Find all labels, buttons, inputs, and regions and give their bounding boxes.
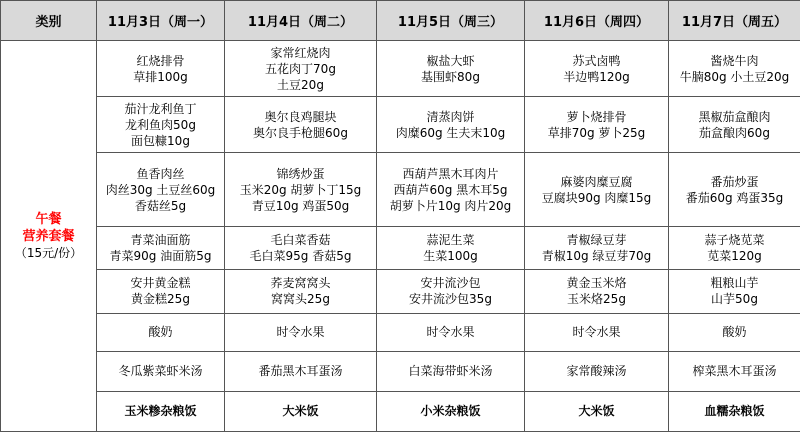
dish-ingredient: 毛白菜95g 香菇5g xyxy=(249,249,352,264)
dish-ingredient: 玉米烙25g xyxy=(567,292,626,307)
dish-cell xyxy=(225,269,377,313)
dish-ingredient: 苋菜120g xyxy=(707,249,762,264)
dish-name: 番茄炒蛋 xyxy=(710,174,759,189)
dish-name: 时令水果 xyxy=(276,325,325,340)
dish-cell xyxy=(525,391,669,431)
dish-cell xyxy=(225,391,377,431)
dish-name: 锦绣炒蛋 xyxy=(276,166,325,181)
dish-cell xyxy=(97,227,225,269)
header-day-thu: 11月6日（周四） xyxy=(525,1,669,41)
dish-ingredient: 龙利鱼肉50g xyxy=(125,117,196,132)
menu-row xyxy=(1,97,800,153)
dish-ingredient: 山芋50g xyxy=(711,292,758,307)
dish-name: 蒜泥生菜 xyxy=(426,233,475,248)
dish-name: 玉米糁杂粮饭 xyxy=(124,404,197,419)
dish-name: 家常酸辣汤 xyxy=(566,364,627,379)
dish-cell xyxy=(669,391,800,431)
category-title-line2: 营养套餐 xyxy=(22,229,75,244)
dish-cell xyxy=(225,153,377,227)
dish-cell xyxy=(669,153,800,227)
dish-cell xyxy=(377,97,525,153)
dish-name: 冬瓜紫菜虾米汤 xyxy=(118,364,203,379)
dish-ingredient: 土豆20g xyxy=(277,77,324,92)
dish-ingredient: 西葫芦60g 黑木耳5g xyxy=(393,182,508,197)
dish-name: 清蒸肉饼 xyxy=(426,109,475,124)
dish-ingredient: 青菜90g 油面筋5g xyxy=(109,249,212,264)
menu-row xyxy=(1,153,800,227)
dish-ingredient: 肉糜60g 生夫末10g xyxy=(395,125,506,140)
dish-cell xyxy=(225,41,377,97)
dish-cell xyxy=(669,41,800,97)
dish-ingredient: 五花肉丁70g xyxy=(265,61,336,76)
menu-row xyxy=(1,269,800,313)
dish-cell xyxy=(669,351,800,391)
dish-name: 粗粮山芋 xyxy=(710,276,759,291)
dish-cell xyxy=(225,97,377,153)
dish-cell xyxy=(225,227,377,269)
dish-name: 大米饭 xyxy=(282,404,319,419)
dish-name: 椒盐大虾 xyxy=(426,53,475,68)
dish-ingredient: 香菇丝5g xyxy=(134,198,187,213)
dish-name: 安井流沙包 xyxy=(420,276,481,291)
dish-name: 白菜海带虾米汤 xyxy=(408,364,493,379)
dish-cell xyxy=(377,313,525,351)
dish-name: 苏式卤鸭 xyxy=(572,53,621,68)
dish-name: 酸奶 xyxy=(148,325,173,340)
dish-ingredient: 肉丝30g 土豆丝60g xyxy=(105,182,216,197)
dish-name: 家常红烧肉 xyxy=(270,45,331,60)
dish-name: 酸奶 xyxy=(722,325,747,340)
dish-cell xyxy=(225,351,377,391)
dish-name: 酱烧牛肉 xyxy=(710,53,759,68)
dish-cell xyxy=(97,391,225,431)
dish-cell xyxy=(669,269,800,313)
menu-row xyxy=(1,313,800,351)
dish-ingredient: 面包糠10g xyxy=(131,133,190,148)
dish-cell xyxy=(377,227,525,269)
dish-ingredient: 胡萝卜片10g 肉片20g xyxy=(389,198,512,213)
dish-name: 榨菜黑木耳蛋汤 xyxy=(692,364,777,379)
header-category: 类别 xyxy=(1,1,97,41)
dish-cell xyxy=(525,227,669,269)
dish-name: 小米杂粮饭 xyxy=(420,404,481,419)
header-day-mon: 11月3日（周一） xyxy=(97,1,225,41)
category-price: （15元/份） xyxy=(14,246,83,260)
dish-name: 黑椒茄盒酿肉 xyxy=(698,109,771,124)
dish-ingredient: 半边鸭120g xyxy=(563,69,630,84)
header-row xyxy=(1,1,800,41)
dish-ingredient: 青椒10g 绿豆芽70g xyxy=(541,249,652,264)
dish-name: 安井黄金糕 xyxy=(130,276,191,291)
dish-name: 茄汁龙利鱼丁 xyxy=(124,101,197,116)
dish-cell xyxy=(377,41,525,97)
dish-cell xyxy=(669,227,800,269)
dish-name: 萝卜烧排骨 xyxy=(566,109,627,124)
category-title-line1: 午餐 xyxy=(35,212,62,227)
dish-ingredient: 草排70g 萝卜25g xyxy=(547,125,646,140)
dish-name: 荞麦窝窝头 xyxy=(270,276,331,291)
dish-ingredient: 窝窝头25g xyxy=(271,292,330,307)
dish-cell xyxy=(97,269,225,313)
dish-name: 血糯杂粮饭 xyxy=(704,404,765,419)
dish-cell xyxy=(97,97,225,153)
menu-row xyxy=(1,351,800,391)
dish-ingredient: 豆腐块90g 肉糜15g xyxy=(541,190,652,205)
dish-ingredient: 安井流沙包35g xyxy=(409,292,492,307)
dish-name: 麻婆肉糜豆腐 xyxy=(560,174,633,189)
dish-ingredient: 草排100g xyxy=(133,69,188,84)
menu-row xyxy=(1,227,800,269)
dish-cell xyxy=(97,313,225,351)
dish-ingredient: 番茄60g 鸡蛋35g xyxy=(685,190,784,205)
dish-name: 毛白菜香菇 xyxy=(270,233,331,248)
menu-row xyxy=(1,391,800,431)
dish-cell xyxy=(377,153,525,227)
dish-cell xyxy=(97,153,225,227)
dish-name: 青菜油面筋 xyxy=(130,233,191,248)
dish-name: 西葫芦黑木耳肉片 xyxy=(402,166,499,181)
dish-ingredient: 牛腩80g 小土豆20g xyxy=(679,69,790,84)
dish-cell xyxy=(377,391,525,431)
dish-name: 大米饭 xyxy=(578,404,615,419)
menu-row xyxy=(1,41,800,97)
dish-name: 红烧排骨 xyxy=(136,53,185,68)
dish-ingredient: 黄金糕25g xyxy=(131,292,190,307)
dish-name: 奥尔良鸡腿块 xyxy=(264,109,337,124)
dish-cell xyxy=(377,269,525,313)
dish-cell xyxy=(225,313,377,351)
dish-ingredient: 奥尔良手枪腿60g xyxy=(253,125,348,140)
dish-ingredient: 青豆10g 鸡蛋50g xyxy=(251,198,350,213)
dish-cell xyxy=(97,41,225,97)
dish-cell xyxy=(525,41,669,97)
header-day-wed: 11月5日（周三） xyxy=(377,1,525,41)
dish-cell xyxy=(525,97,669,153)
dish-cell xyxy=(669,97,800,153)
dish-name: 番茄黑木耳蛋汤 xyxy=(258,364,343,379)
dish-cell xyxy=(525,153,669,227)
dish-name: 鱼香肉丝 xyxy=(136,166,185,181)
dish-cell xyxy=(525,313,669,351)
dish-ingredient: 基围虾80g xyxy=(421,69,480,84)
dish-name: 黄金玉米烙 xyxy=(566,276,627,291)
dish-cell xyxy=(525,269,669,313)
dish-name: 时令水果 xyxy=(426,325,475,340)
dish-ingredient: 生菜100g xyxy=(423,249,478,264)
dish-name: 时令水果 xyxy=(572,325,621,340)
header-day-tue: 11月4日（周二） xyxy=(225,1,377,41)
dish-name: 青椒绿豆芽 xyxy=(566,233,627,248)
dish-cell xyxy=(97,351,225,391)
dish-name: 蒜子烧苋菜 xyxy=(704,233,765,248)
dish-cell xyxy=(525,351,669,391)
dish-ingredient: 茄盒酿肉60g xyxy=(699,125,770,140)
header-day-fri: 11月7日（周五） xyxy=(669,1,800,41)
category-cell xyxy=(1,41,97,432)
dish-cell xyxy=(669,313,800,351)
dish-ingredient: 玉米20g 胡萝卜丁15g xyxy=(239,182,362,197)
dish-cell xyxy=(377,351,525,391)
